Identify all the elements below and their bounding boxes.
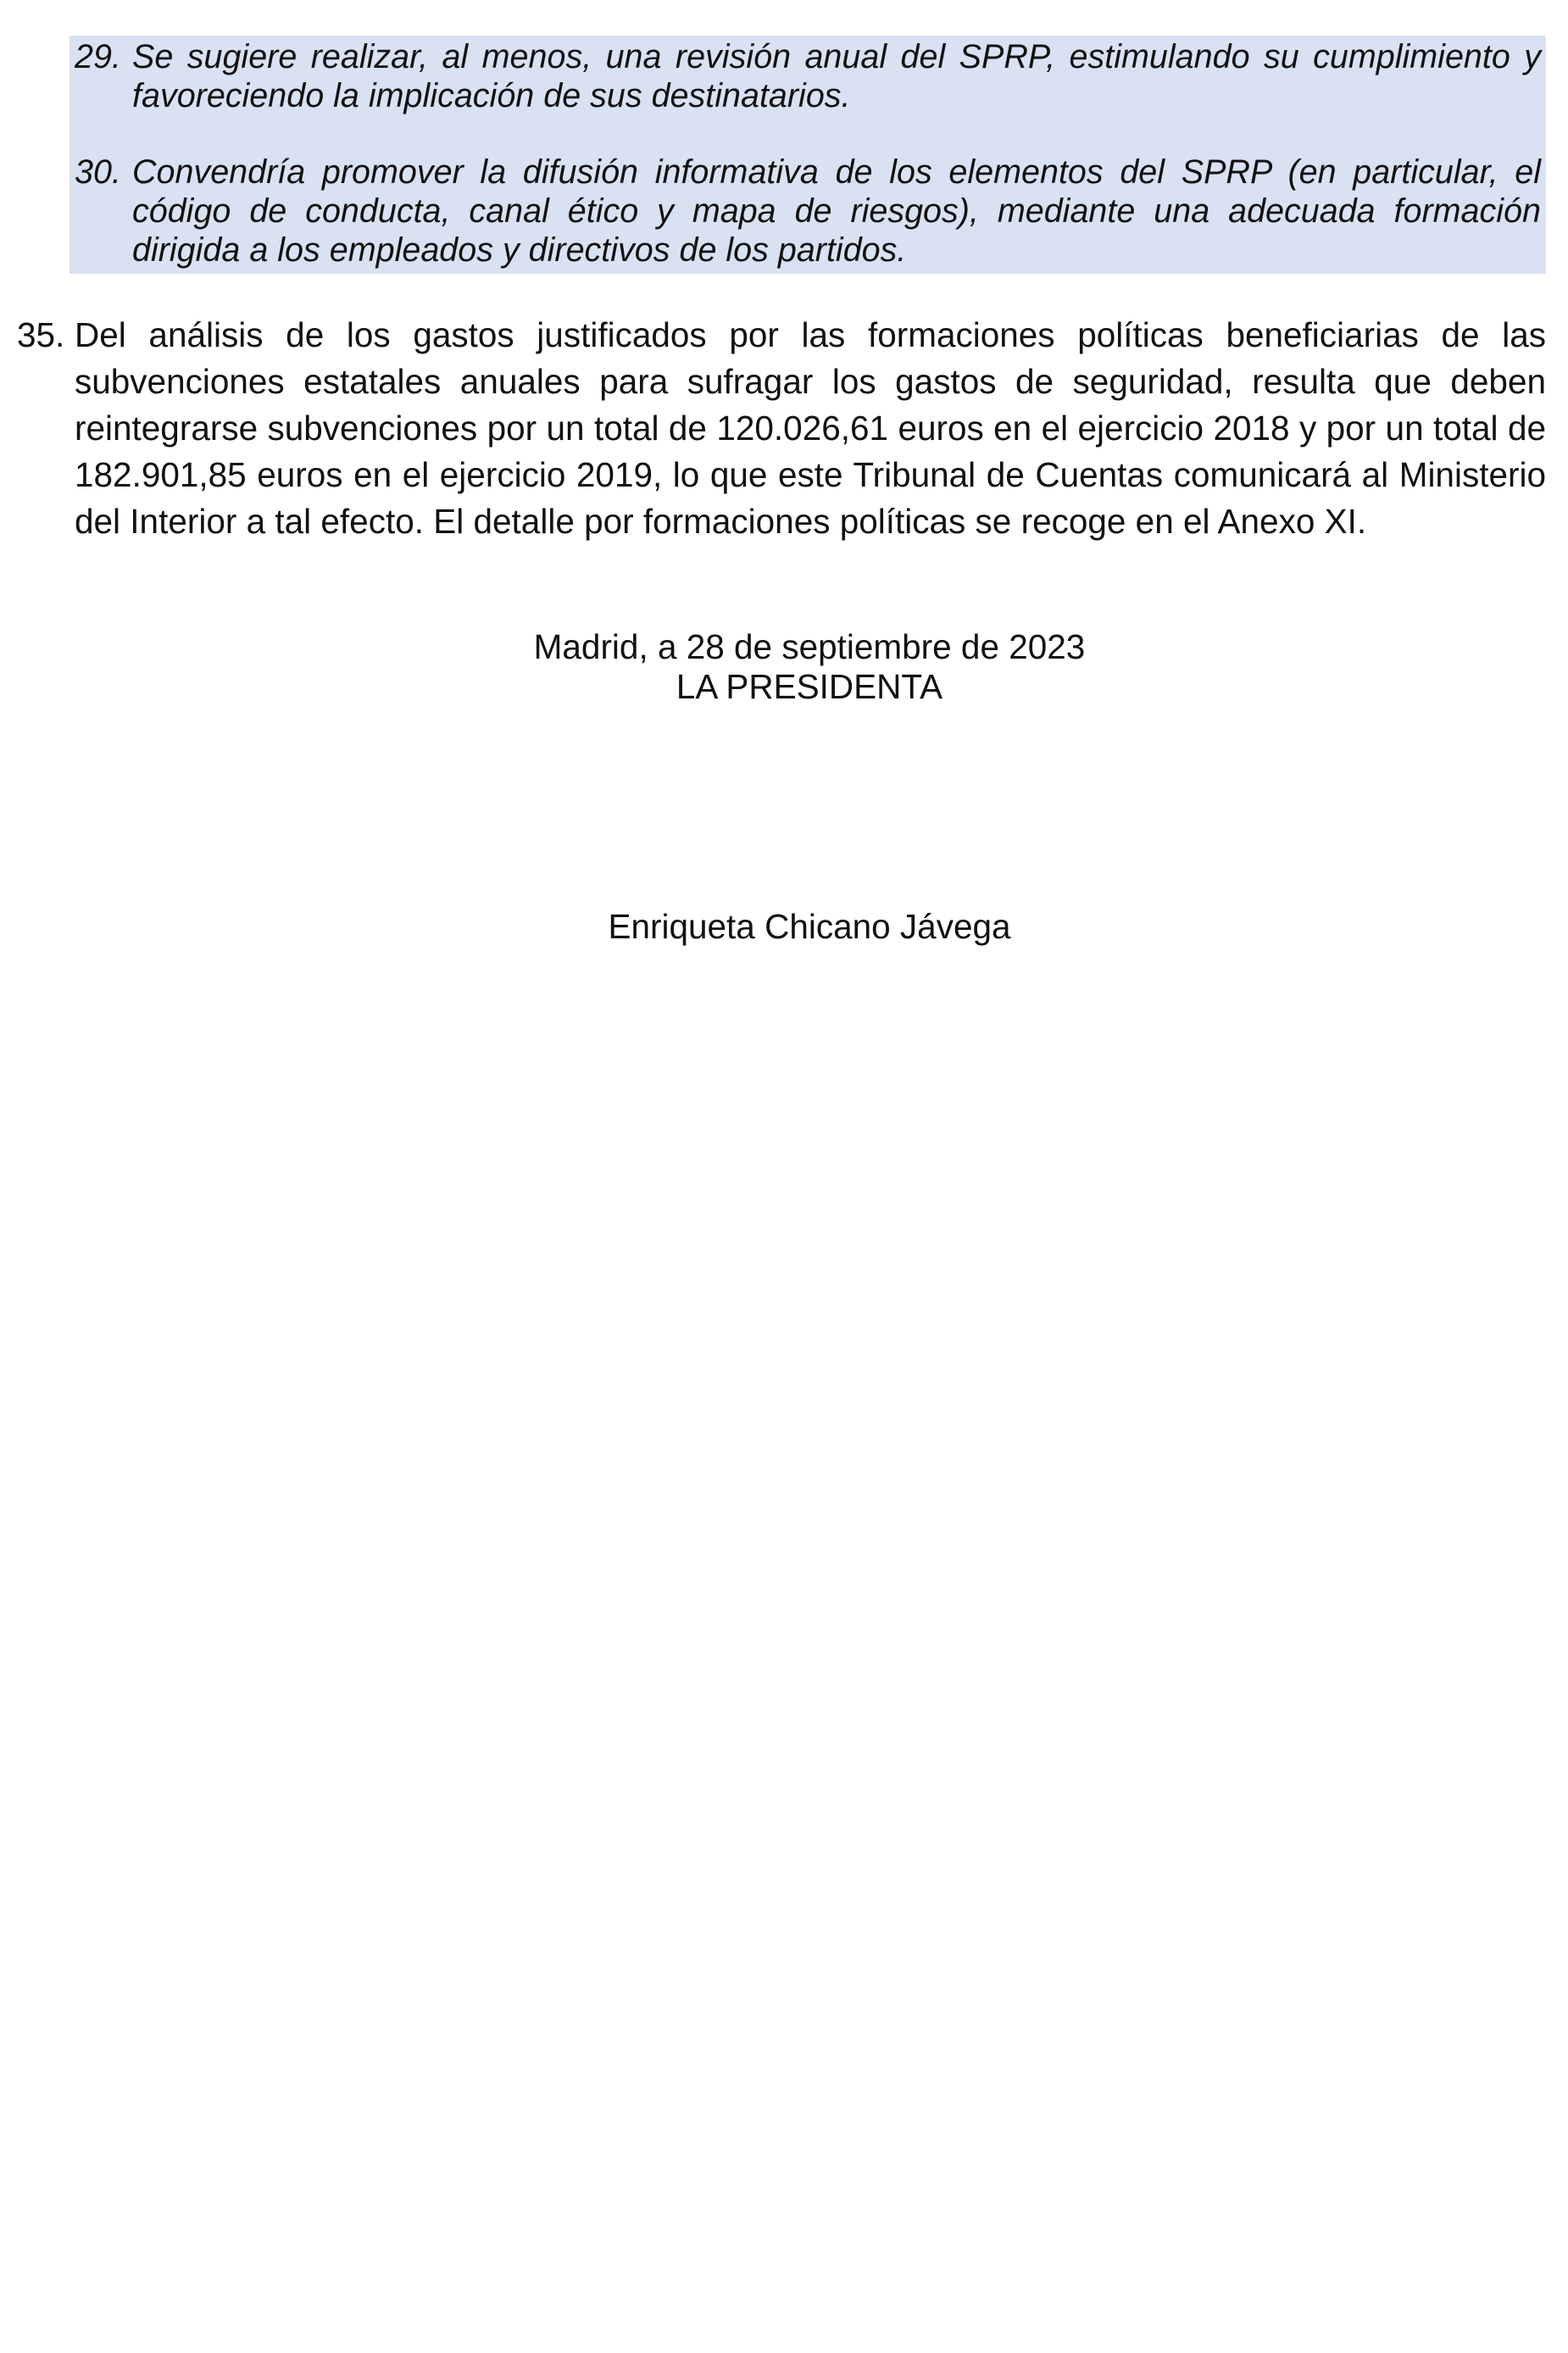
recommendation-29	[75, 37, 1541, 115]
signatory-title: LA PRESIDENTA	[676, 667, 943, 706]
recommendation-30	[75, 153, 1541, 270]
paragraph-35	[17, 312, 1546, 545]
recommendations-highlight-box	[70, 36, 1546, 274]
recommendation-number: 29.	[75, 38, 121, 75]
paragraph-text: Del análisis de los gastos justificados por las formaciones políticas beneficiarias de las subvenciones estatales anuales para sufragar los gastos de seguridad, resulta que deben reintegrarse subvenciones por un total de 120.026,61 euros en el ejercicio 2018 y por un total de 182.901,85 euros en el ejercicio 2019, lo que este Tribunal de Cuentas comunicará al Ministerio del Interior a tal efecto. El detalle por formaciones políticas se recoge en el Anexo XI.	[75, 315, 1546, 541]
place-and-date: Madrid, a 28 de septiembre de 2023	[533, 627, 1086, 666]
paragraph-number: 35.	[17, 315, 65, 354]
signatory-name: Enriqueta Chicano Jávega	[608, 907, 1011, 946]
recommendation-text: Convendría promover la difusión informativa de los elementos del SPRP (en particular, el código de conducta, canal ético y mapa de riesgos), mediante una adecuada formación dirigida a los empleados y directivos de los partidos.	[132, 153, 1541, 269]
recommendation-number: 30.	[75, 153, 121, 191]
recommendation-text: Se sugiere realizar, al menos, una revisión anual del SPRP, estimulando su cumplimiento y favoreciendo la implicación de sus destinatarios.	[132, 38, 1541, 114]
